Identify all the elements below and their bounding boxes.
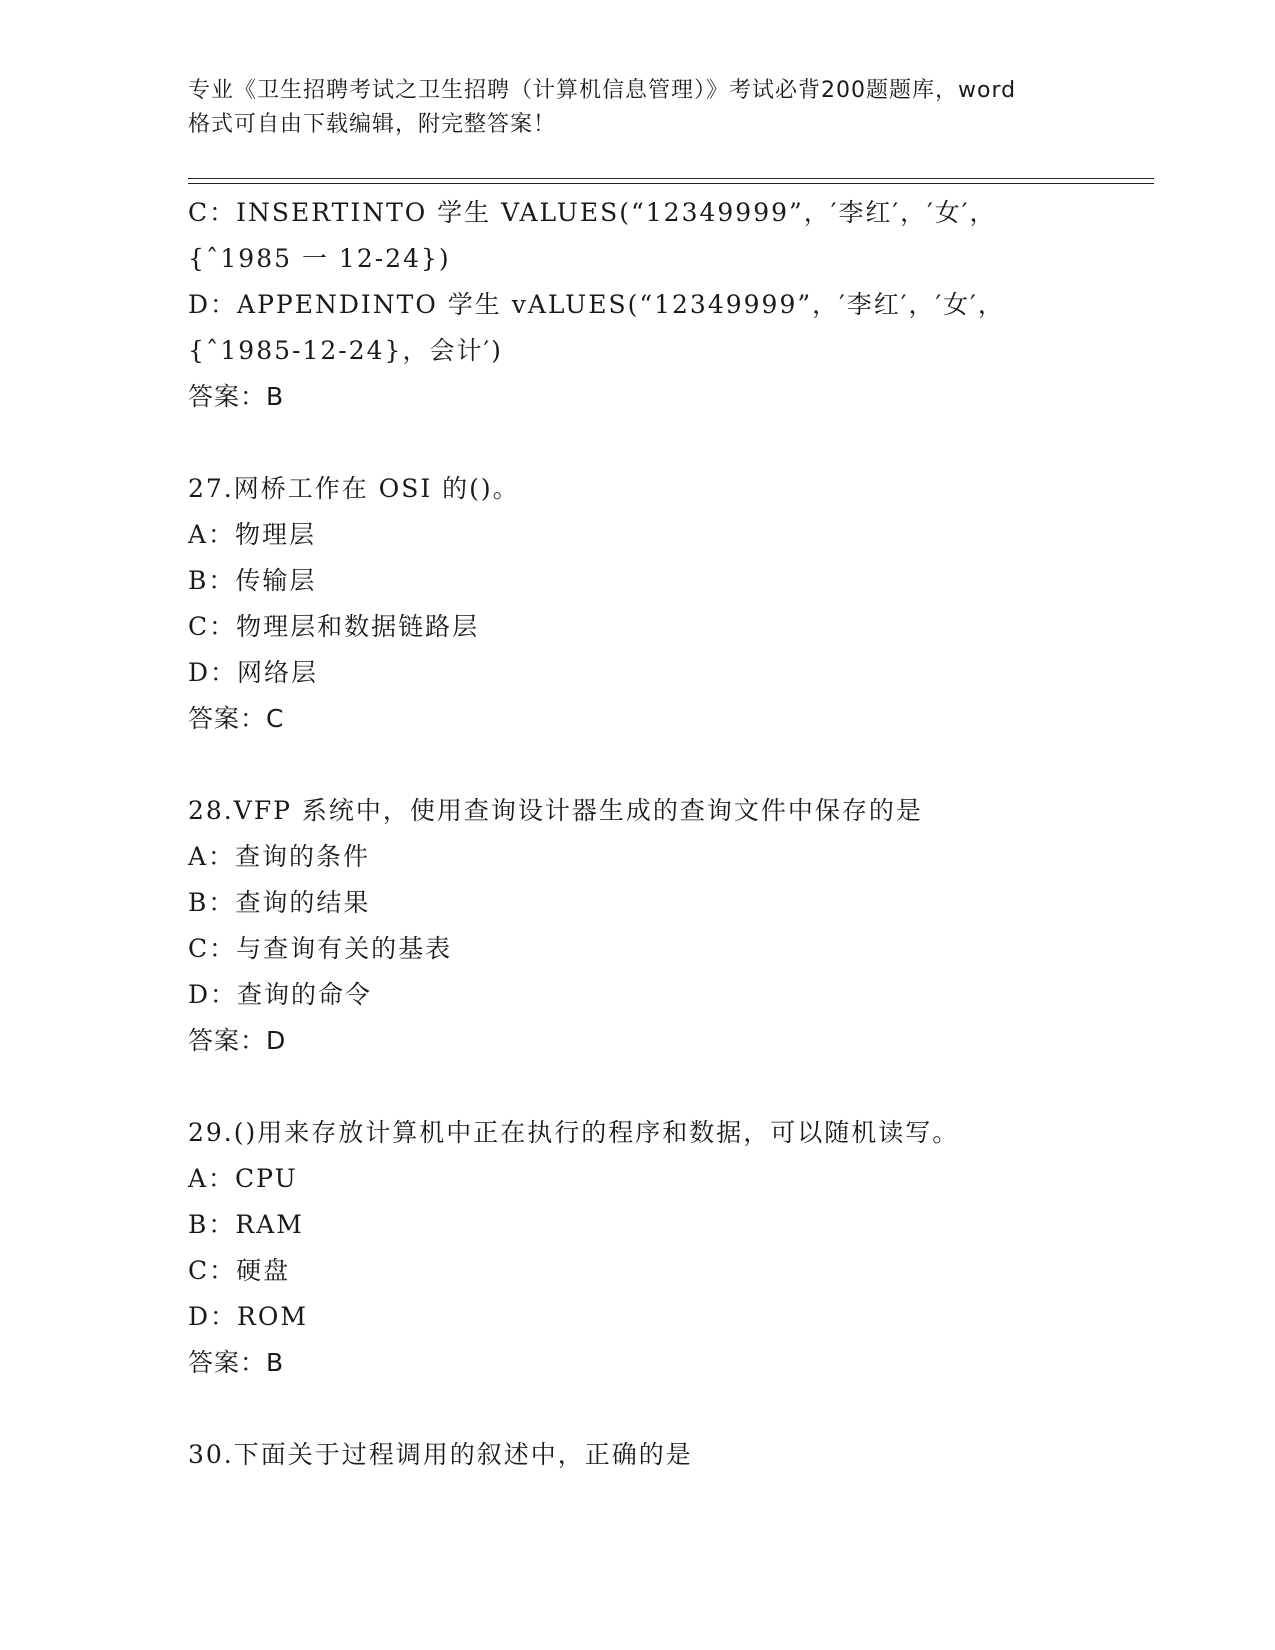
- header-divider-top: [188, 178, 1154, 179]
- document-body: [188, 190, 1168, 1478]
- answer-line: 答案：D: [188, 1026, 287, 1055]
- option-b: B：传输层: [188, 566, 317, 595]
- option-d-line-1: D：APPENDINTO 学生 vALUES(“12349999”，′李红′，′女′，: [188, 290, 1005, 319]
- question-block: [188, 1432, 1168, 1478]
- option-c: C：物理层和数据链路层: [188, 612, 480, 641]
- question-block: [188, 788, 1168, 1064]
- spacer: [188, 1386, 1168, 1432]
- question-stem: 30.下面关于过程调用的叙述中，正确的是: [188, 1440, 693, 1469]
- question-stem: 28.VFP 系统中，使用查询设计器生成的查询文件中保存的是: [188, 796, 923, 825]
- option-c-line-1: C：INSERTINTO 学生 VALUES(“12349999”，′李红′，′女′，: [188, 198, 997, 227]
- spacer: [188, 742, 1168, 788]
- option-a: A：查询的条件: [188, 842, 371, 871]
- option-c-line-2: {ˆ1985 一 12-24}): [188, 244, 451, 273]
- option-d-line-2: {ˆ1985-12-24}，会计′): [188, 336, 503, 365]
- header-title-line-1: 专业《卫生招聘考试之卫生招聘（计算机信息管理）》考试必背200题题库，word: [188, 78, 1017, 103]
- option-a: A：CPU: [188, 1164, 298, 1193]
- spacer: [188, 420, 1168, 466]
- option-d: D：ROM: [188, 1302, 308, 1331]
- option-d: D：网络层: [188, 658, 319, 687]
- answer-line: 答案：B: [188, 1348, 285, 1377]
- continued-question: [188, 190, 1168, 420]
- option-d: D：查询的命令: [188, 980, 373, 1009]
- option-c: C：与查询有关的基表: [188, 934, 453, 963]
- header-divider-bottom: [188, 183, 1154, 184]
- document-header: [188, 74, 1108, 142]
- question-block: [188, 466, 1168, 742]
- option-b: B：查询的结果: [188, 888, 371, 917]
- option-a: A：物理层: [188, 520, 317, 549]
- question-stem: 29.()用来存放计算机中正在执行的程序和数据，可以随机读写。: [188, 1118, 960, 1147]
- answer-line: 答案：B: [188, 382, 285, 411]
- header-title-line-2: 格式可自由下载编辑，附完整答案！: [188, 112, 557, 137]
- spacer: [188, 1064, 1168, 1110]
- answer-line: 答案：C: [188, 704, 285, 733]
- question-stem: 27.网桥工作在 OSI 的()。: [188, 474, 520, 503]
- question-block: [188, 1110, 1168, 1386]
- option-c: C：硬盘: [188, 1256, 291, 1285]
- option-b: B：RAM: [188, 1210, 304, 1239]
